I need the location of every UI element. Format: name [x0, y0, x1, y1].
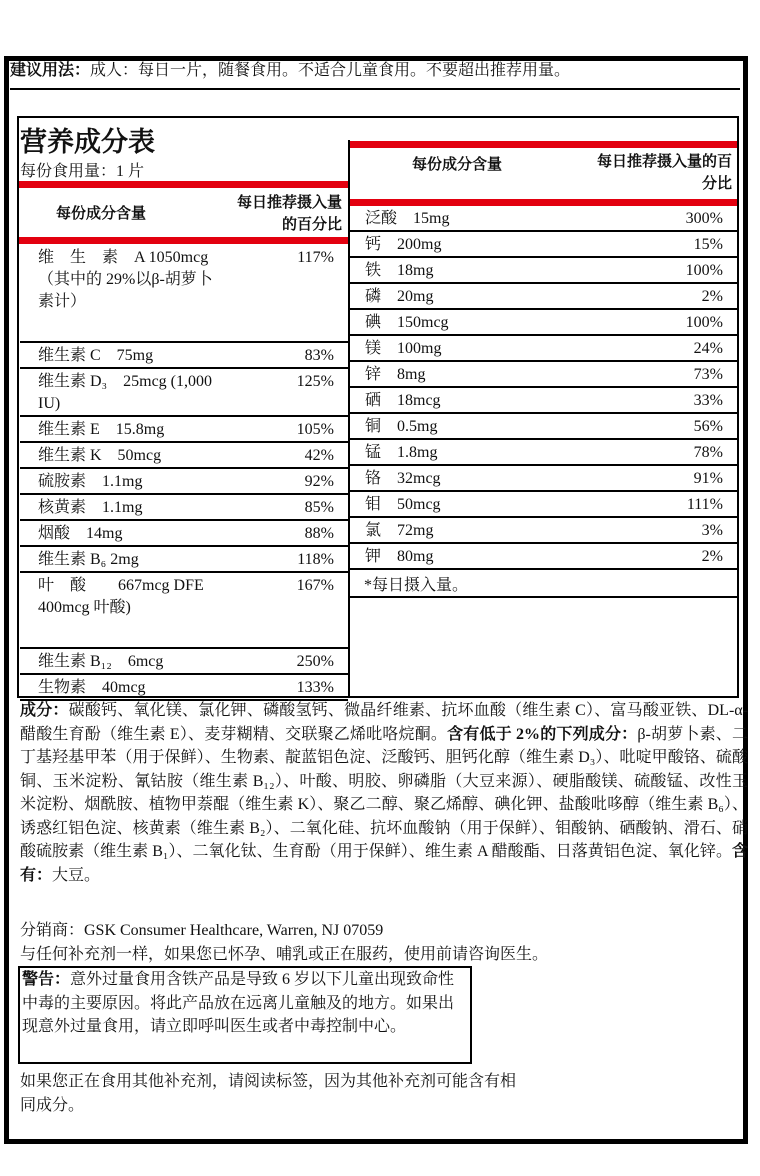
nutrient-row: [20, 573, 348, 649]
nutrient-name: 维生素 D₃ 25mcg (1,000 IU): [38, 373, 213, 412]
nutrient-name: 维生素 B₁₂ 6mcg: [38, 653, 164, 670]
nutrient-row: [20, 547, 348, 573]
left-nutrient-list: [20, 245, 348, 701]
advice-text: 与任何补充剂一样，如果您已怀孕、哺乳或正在服药，使用前请咨询医生。: [20, 946, 549, 963]
ingredients: 成分：碳酸钙、氧化镁、氯化钾、磷酸氢钙、微晶纤维素、抗坏血酸（维生素 C）、富马酸亚铁、DL-α-醋酸生育酚（维生素 E）、麦芽糊精、交联聚乙烯吡咯烷酮。含有低于 2%的下列成分：β-胡萝卜素、二丁基羟基甲苯（用于保鲜）、生物素、靛蓝铝色淀、泛酸钙、胆钙化醇（维生素 D₃）、吡啶甲酸铬、硫酸铜、玉米淀粉、氰钴胺（维生素 B₁₂）、叶酸、明胶、卵磷脂（大豆来源）、硬脂酸镁、硫酸锰、改性玉米淀粉、烟酰胺、植物甲萘醌（维生素 K）、聚乙二醇、聚乙烯醇、碘化钾、盐酸吡哆醇（维生素 B₆）、诱惑红铝色淀、核黄素（维生素 B₂）、二氧化硅、抗坏血酸钠（用于保鲜）、钼酸钠、硒酸钠、滑石、硝酸硫胺素（维生素 B₁）、二氧化钛、生育酚（用于保鲜）、维生素 A 醋酸酯、日落黄铝色淀、氧化锌。含有：大豆。: [20, 702, 748, 884]
nutrient-row: [350, 414, 737, 440]
nutrient-name: 叶 酸 667mcg DFE 400mcg 叶酸): [38, 577, 204, 616]
serving-size: 每份食用量：1 片: [20, 163, 145, 180]
nutrient-row: [350, 466, 737, 492]
daily-value: 78%: [693, 444, 723, 461]
red-bar: [19, 181, 348, 188]
nutrient-name: 铁 18mg: [365, 262, 434, 279]
nutrient-name: 硫胺素 1.1mg: [38, 473, 143, 490]
nutrient-row: [350, 388, 737, 414]
nutrient-row: [20, 245, 348, 343]
warning-box: 警告：意外过量食用含铁产品是导致 6 岁以下儿童出现致命性中毒的主要原因。将此产品放在远离儿童触及的地方。如果出现意外过量食用，请立即呼叫医生或者中毒控制中心。: [18, 966, 472, 1064]
nutrient-row: [350, 206, 737, 232]
nutrient-row: [350, 284, 737, 310]
daily-value: 300%: [685, 210, 723, 227]
nutrient-name: 钼 50mcg: [365, 496, 441, 513]
daily-value: 105%: [296, 421, 334, 438]
daily-value-footnote: *每日摄入量。: [364, 577, 469, 594]
other-supplements-note: 如果您正在食用其他补充剂，请阅读标签，因为其他补充剂可能含有相同成分。: [20, 1073, 517, 1114]
daily-value: 33%: [693, 392, 723, 409]
nutrient-row: [350, 492, 737, 518]
nutrient-row: [20, 417, 348, 443]
nutrient-name: 核黄素 1.1mg: [38, 499, 143, 516]
right-nutrient-list: [350, 206, 737, 598]
nutrient-row: [20, 369, 348, 417]
nutrient-row: [350, 440, 737, 466]
daily-value: 56%: [693, 418, 723, 435]
daily-value: 2%: [701, 548, 723, 565]
red-bar: [350, 141, 737, 148]
nutrient-name: 钾 80mg: [365, 548, 434, 565]
footnote-row: [350, 570, 737, 598]
nutrient-name: 钙 200mg: [365, 236, 442, 253]
nutrient-row: [20, 343, 348, 369]
nutrient-name: 磷 20mg: [365, 288, 434, 305]
nutrient-name: 锌 8mg: [365, 366, 426, 383]
nutrient-name: 烟酸 14mg: [38, 525, 123, 542]
daily-value: 100%: [685, 314, 723, 331]
nutrient-name: 碘 150mcg: [365, 314, 449, 331]
right-header-amount: 每份成分含量: [412, 156, 503, 173]
daily-value: 117%: [297, 249, 334, 266]
nutrient-name: 维 生 素 A 1050mcg （其中的 29%以β-胡萝卜素计）: [38, 249, 213, 310]
daily-value: 133%: [296, 679, 334, 696]
nutrient-row: [20, 469, 348, 495]
nutrient-row: [350, 232, 737, 258]
nutrient-name: 维生素 K 50mcg: [38, 447, 162, 464]
distributor: 分销商：GSK Consumer Healthcare, Warren, NJ 07059: [20, 922, 384, 939]
daily-value: 250%: [296, 653, 334, 670]
suggested-use: 建议用法：成人：每日一片，随餐食用。不适合儿童食用。不要超出推荐用量。: [10, 62, 571, 79]
nutrient-row: [350, 544, 737, 570]
daily-value: 42%: [304, 447, 334, 464]
nutrient-row: [350, 310, 737, 336]
daily-value: 15%: [693, 236, 723, 253]
daily-value: 125%: [296, 373, 334, 390]
daily-value: 85%: [304, 499, 334, 516]
nutrient-name: 铬 32mcg: [365, 470, 441, 487]
daily-value: 100%: [685, 262, 723, 279]
nutrient-name: 泛酸 15mg: [365, 210, 450, 227]
red-bar: [19, 237, 348, 244]
nutrient-row: [20, 443, 348, 469]
daily-value: 111%: [686, 496, 723, 513]
nutrient-name: 维生素 B₆ 2mg: [38, 551, 139, 568]
daily-value: 24%: [693, 340, 723, 357]
left-header-amount: 每份成分含量: [56, 205, 147, 222]
daily-value: 118%: [297, 551, 334, 568]
red-bar: [350, 199, 737, 206]
daily-value: 167%: [296, 577, 334, 594]
nutrient-row: [20, 495, 348, 521]
nutrient-name: 氯 72mg: [365, 522, 434, 539]
nutrient-row: [350, 258, 737, 284]
nutrient-row: [350, 336, 737, 362]
daily-value: 2%: [701, 288, 723, 305]
nutrient-name: 维生素 C 75mg: [38, 347, 154, 364]
nutrient-row: [350, 362, 737, 388]
daily-value: 83%: [304, 347, 334, 364]
nutrient-row: [20, 649, 348, 675]
nutrient-row: [20, 675, 348, 701]
daily-value: 3%: [701, 522, 723, 539]
nutrient-row: [350, 518, 737, 544]
daily-value: 73%: [693, 366, 723, 383]
nutrient-row: [20, 521, 348, 547]
right-header-dv: 每日推荐摄入量的百分比: [596, 153, 732, 192]
nutrient-name: 铜 0.5mg: [365, 418, 438, 435]
nutrient-name: 维生素 E 15.8mg: [38, 421, 165, 438]
nutrient-name: 镁 100mg: [365, 340, 442, 357]
daily-value: 92%: [304, 473, 334, 490]
divider: [10, 88, 740, 90]
facts-title: 营养成分表: [20, 127, 155, 157]
nutrient-name: 生物素 40mcg: [38, 679, 146, 696]
nutrient-name: 硒 18mcg: [365, 392, 441, 409]
daily-value: 88%: [304, 525, 334, 542]
daily-value: 91%: [693, 470, 723, 487]
left-header-dv: 每日推荐摄入量的百分比: [236, 194, 342, 233]
nutrient-name: 锰 1.8mg: [365, 444, 438, 461]
